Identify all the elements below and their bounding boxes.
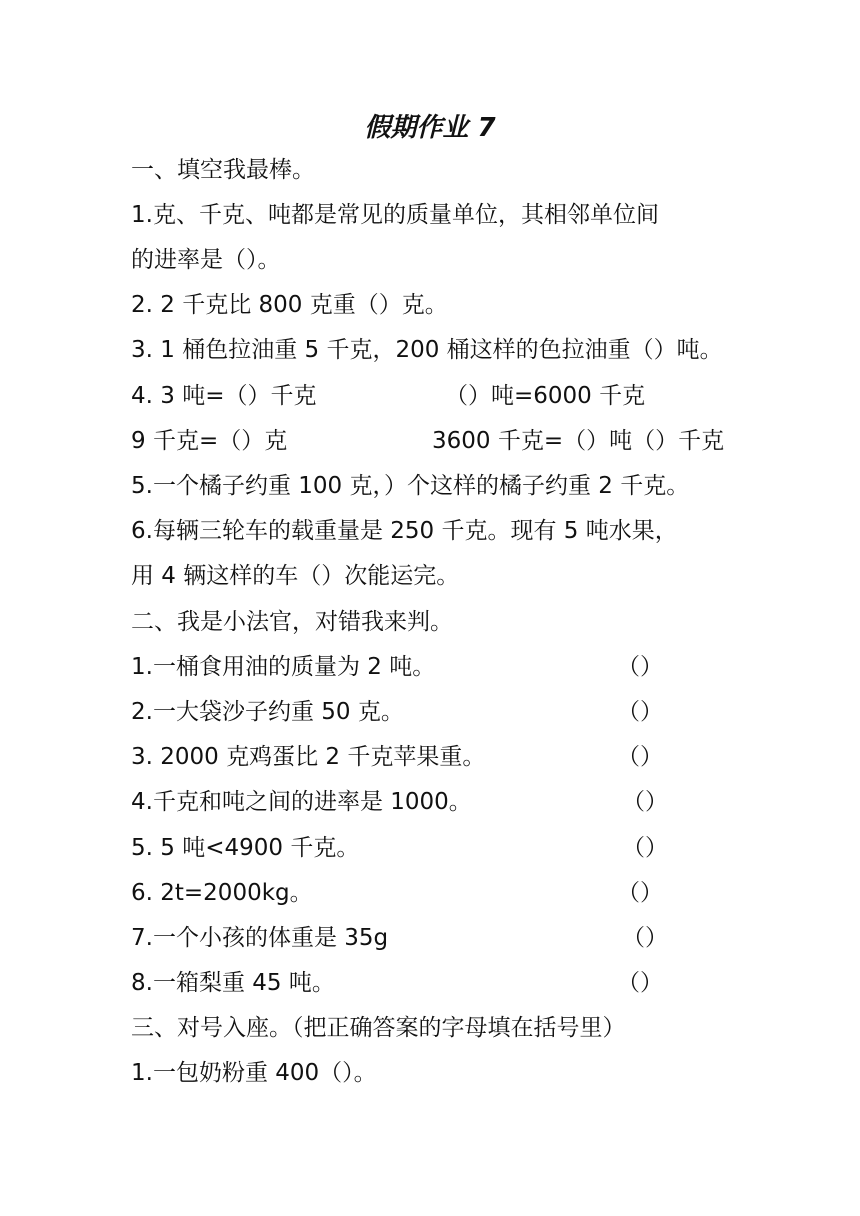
question-4b: （）吨=6000 千克: [445, 383, 646, 409]
section2-heading: 二、我是小法官，对错我来判。: [131, 609, 453, 635]
judge-item-3: 3. 2000 克鸡蛋比 2 千克苹果重。: [131, 744, 486, 770]
judge-answer-box-5[interactable]: （）: [622, 835, 668, 861]
question-6-line1: 6.每辆三轮车的载重量是 250 千克。现有 5 吨水果，: [131, 518, 678, 544]
judge-item-6: 6. 2t=2000kg。: [131, 880, 313, 906]
judge-item-5: 5. 5 吨<4900 千克。: [131, 835, 360, 861]
question-6-line2: 用 4 辆这样的车（）次能运完。: [131, 563, 460, 589]
question-1-line1: 1.克、千克、吨都是常见的质量单位，其相邻单位间: [131, 202, 659, 228]
judge-item-4: 4.千克和吨之间的进率是 1000。: [131, 789, 472, 815]
judge-item-1: 1.一桶食用油的质量为 2 吨。: [131, 654, 436, 680]
question-1-line2: 的进率是（）。: [131, 247, 281, 273]
judge-answer-box-6[interactable]: （）: [617, 880, 663, 906]
section1-heading: 一、填空我最棒。: [131, 157, 315, 183]
judge-item-2: 2.一大袋沙子约重 50 克。: [131, 699, 404, 725]
judge-answer-box-4[interactable]: （）: [622, 789, 668, 815]
judge-item-7: 7.一个小孩的体重是 35g: [131, 925, 389, 951]
judge-answer-box-7[interactable]: （）: [622, 925, 668, 951]
choice-question-1: 1.一包奶粉重 400（）。: [131, 1060, 377, 1086]
question-4a: 4. 3 吨=（）千克: [131, 383, 317, 409]
worksheet-title: 假期作业 7: [364, 113, 496, 143]
judge-answer-box-3[interactable]: （）: [617, 744, 663, 770]
section3-heading: 三、对号入座。（把正确答案的字母填在括号里）: [131, 1015, 626, 1041]
question-4d: 3600 千克=（）吨（）千克: [432, 428, 725, 454]
judge-answer-box-1[interactable]: （）: [617, 654, 663, 680]
question-4c: 9 千克=（）克: [131, 428, 288, 454]
judge-answer-box-8[interactable]: （）: [617, 970, 663, 996]
question-2: 2. 2 千克比 800 克重（）克。: [131, 292, 448, 318]
judge-answer-box-2[interactable]: （）: [617, 699, 663, 725]
question-5: 5.一个橘子约重 100 克，）个这样的橘子约重 2 千克。: [131, 473, 690, 499]
judge-item-8: 8.一箱梨重 45 吨。: [131, 970, 335, 996]
question-3: 3. 1 桶色拉油重 5 千克，200 桶这样的色拉油重（）吨。: [131, 337, 723, 363]
